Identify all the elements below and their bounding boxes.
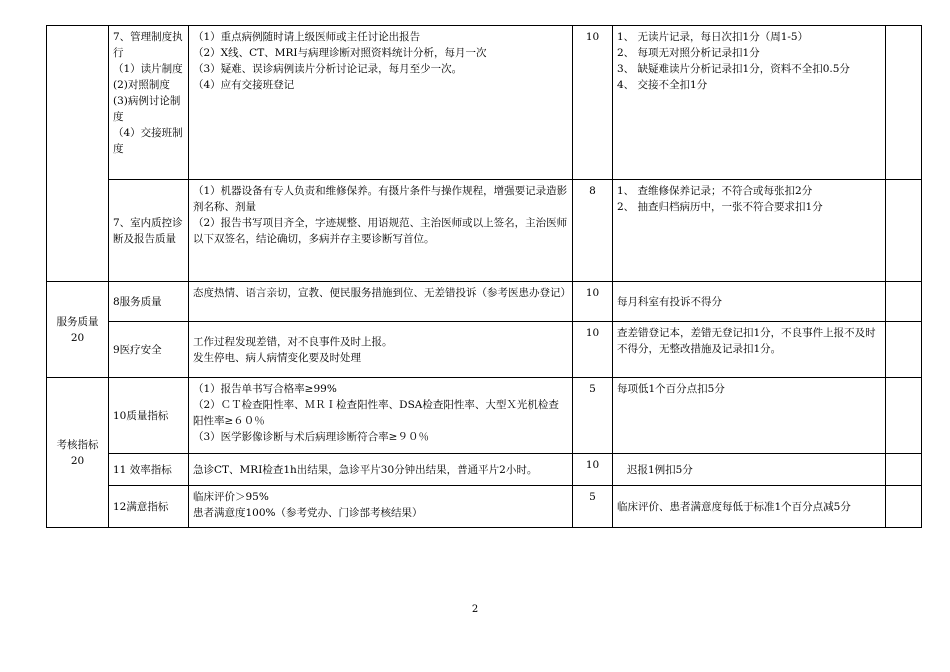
rule-cell (613, 26, 886, 180)
score-cell: 5 (573, 486, 613, 528)
rule-cell (613, 486, 886, 528)
content-line: （1）重点病例随时请上级医师或主任讨论出报告 (193, 31, 421, 43)
item-cell: 11 效率指标 (109, 454, 189, 486)
category-score: 20 (70, 454, 85, 467)
remark-cell (886, 454, 922, 486)
item-line: (3)病例讨论制度 (113, 95, 181, 123)
page-number: 2 (471, 604, 479, 615)
item-cell: 12满意指标 (109, 486, 189, 528)
score-cell: 10 (573, 26, 613, 180)
category-score: 20 (70, 331, 85, 344)
score-cell: 10 (573, 322, 613, 378)
remark-cell (886, 282, 922, 322)
content-line: （2）报告书写项目齐全，字迹规整、用语规范、主治医师或以上签名，主治医师以下双签名，结论确切，多病并存主要诊断写首位。 (193, 217, 568, 245)
rule-cell: 查差错登记本，差错无登记扣1分，不良事件上报不及时不得分，无整改措施及记录扣1分。 (613, 322, 886, 378)
rule-cell: 迟报1例扣5分 (613, 454, 886, 486)
table-row (47, 454, 922, 486)
content-cell (189, 486, 573, 528)
table-row (47, 378, 922, 454)
remark-cell (886, 180, 922, 282)
rule-cell: 每月科室有投诉不得分 (613, 282, 886, 322)
item-line: 7、管理制度执行 (113, 31, 183, 59)
content-cell (189, 322, 573, 378)
content-cell (189, 378, 573, 454)
content-line: （2）ＣＴ检查阳性率、ＭＲＩ检查阳性率、DSA检查阳性率、大型Ｘ光机检查阳性率≥６０％ (193, 399, 559, 427)
content-line: （4）应有交接班登记 (193, 79, 295, 91)
item-line: (2)对照制度 (113, 79, 170, 91)
remark-cell (886, 378, 922, 454)
content-line: （1）报告单书写合格率≥99% (193, 383, 337, 395)
item-cell (109, 26, 189, 180)
remark-cell (886, 322, 922, 378)
item-cell: 10质量指标 (109, 378, 189, 454)
score-cell: 10 (573, 282, 613, 322)
content-cell (189, 454, 573, 486)
table-row (47, 282, 922, 322)
category-cell (47, 378, 109, 528)
rule-cell (613, 180, 886, 282)
remark-cell (886, 26, 922, 180)
rule-line: 1、 查维修保养记录；不符合或每张扣2分 (617, 185, 813, 197)
score-cell: 10 (573, 454, 613, 486)
content-cell (189, 180, 573, 282)
content-line: 患者满意度100%（参考党办、门诊部考核结果） (193, 507, 423, 519)
score-cell: 8 (573, 180, 613, 282)
content-line: 发生停电、病人病情变化要及时处理 (193, 351, 361, 364)
rule-line: 4、 交接不全扣1分 (617, 79, 708, 91)
content-cell: 态度热情、语言亲切，宣教、便民服务措施到位、无差错投诉（参考医患办登记） (189, 282, 573, 322)
category-label: 服务质量 (56, 315, 99, 328)
rule-line: 2、 抽查归档病历中，一张不符合要求扣1分 (617, 201, 823, 213)
rule-line: 1、 无读片记录，每日次扣1分（周1-5） (617, 31, 809, 43)
content-cell (189, 26, 573, 180)
content-line: 工作过程发现差错，对不良事件及时上报。 (193, 335, 393, 348)
content-line: （1）机器设备有专人负责和维修保养。有摄片条件与操作规程，增强要记录造影剂名称、剂量 (193, 185, 568, 213)
assessment-table (46, 25, 922, 528)
content-line: （3）疑难、误诊病例读片分析讨论记录，每月至少一次。 (193, 63, 463, 75)
remark-cell (886, 486, 922, 528)
category-cell (47, 282, 109, 378)
content-line: 临床评价＞95% (193, 491, 269, 503)
score-cell: 5 (573, 378, 613, 454)
content-line: 急诊CT、MRI检查1h出结果，急诊平片30分钟出结果，普通平片2小时。 (193, 463, 538, 476)
item-line: （4）交接班制度 (113, 127, 183, 155)
table-row (47, 322, 922, 378)
rule-line: 临床评价、患者满意度每低于标准1个百分点减5分 (617, 500, 851, 513)
content-line: （3）医学影像诊断与术后病理诊断符合率≥９０％ (193, 431, 429, 443)
item-line: （1）读片制度 (113, 63, 183, 75)
item-cell: 8服务质量 (109, 282, 189, 322)
rule-cell: 每项低1个百分点扣5分 (613, 378, 886, 454)
table-row (47, 180, 922, 282)
rule-line: 2、 每项无对照分析记录扣1分 (617, 47, 760, 59)
category-label: 考核指标 (56, 438, 99, 451)
item-cell: 9医疗安全 (109, 322, 189, 378)
content-line: （2）X线、CT、MRI与病理诊断对照资料统计分析，每月一次 (193, 47, 487, 59)
rule-line: 3、 缺疑难读片分析记录扣1分，资料不全扣0.5分 (617, 63, 850, 75)
table-row (47, 486, 922, 528)
item-cell: 7、室内质控诊断及报告质量 (109, 180, 189, 282)
category-cell-empty (47, 26, 109, 282)
table-row (47, 26, 922, 180)
